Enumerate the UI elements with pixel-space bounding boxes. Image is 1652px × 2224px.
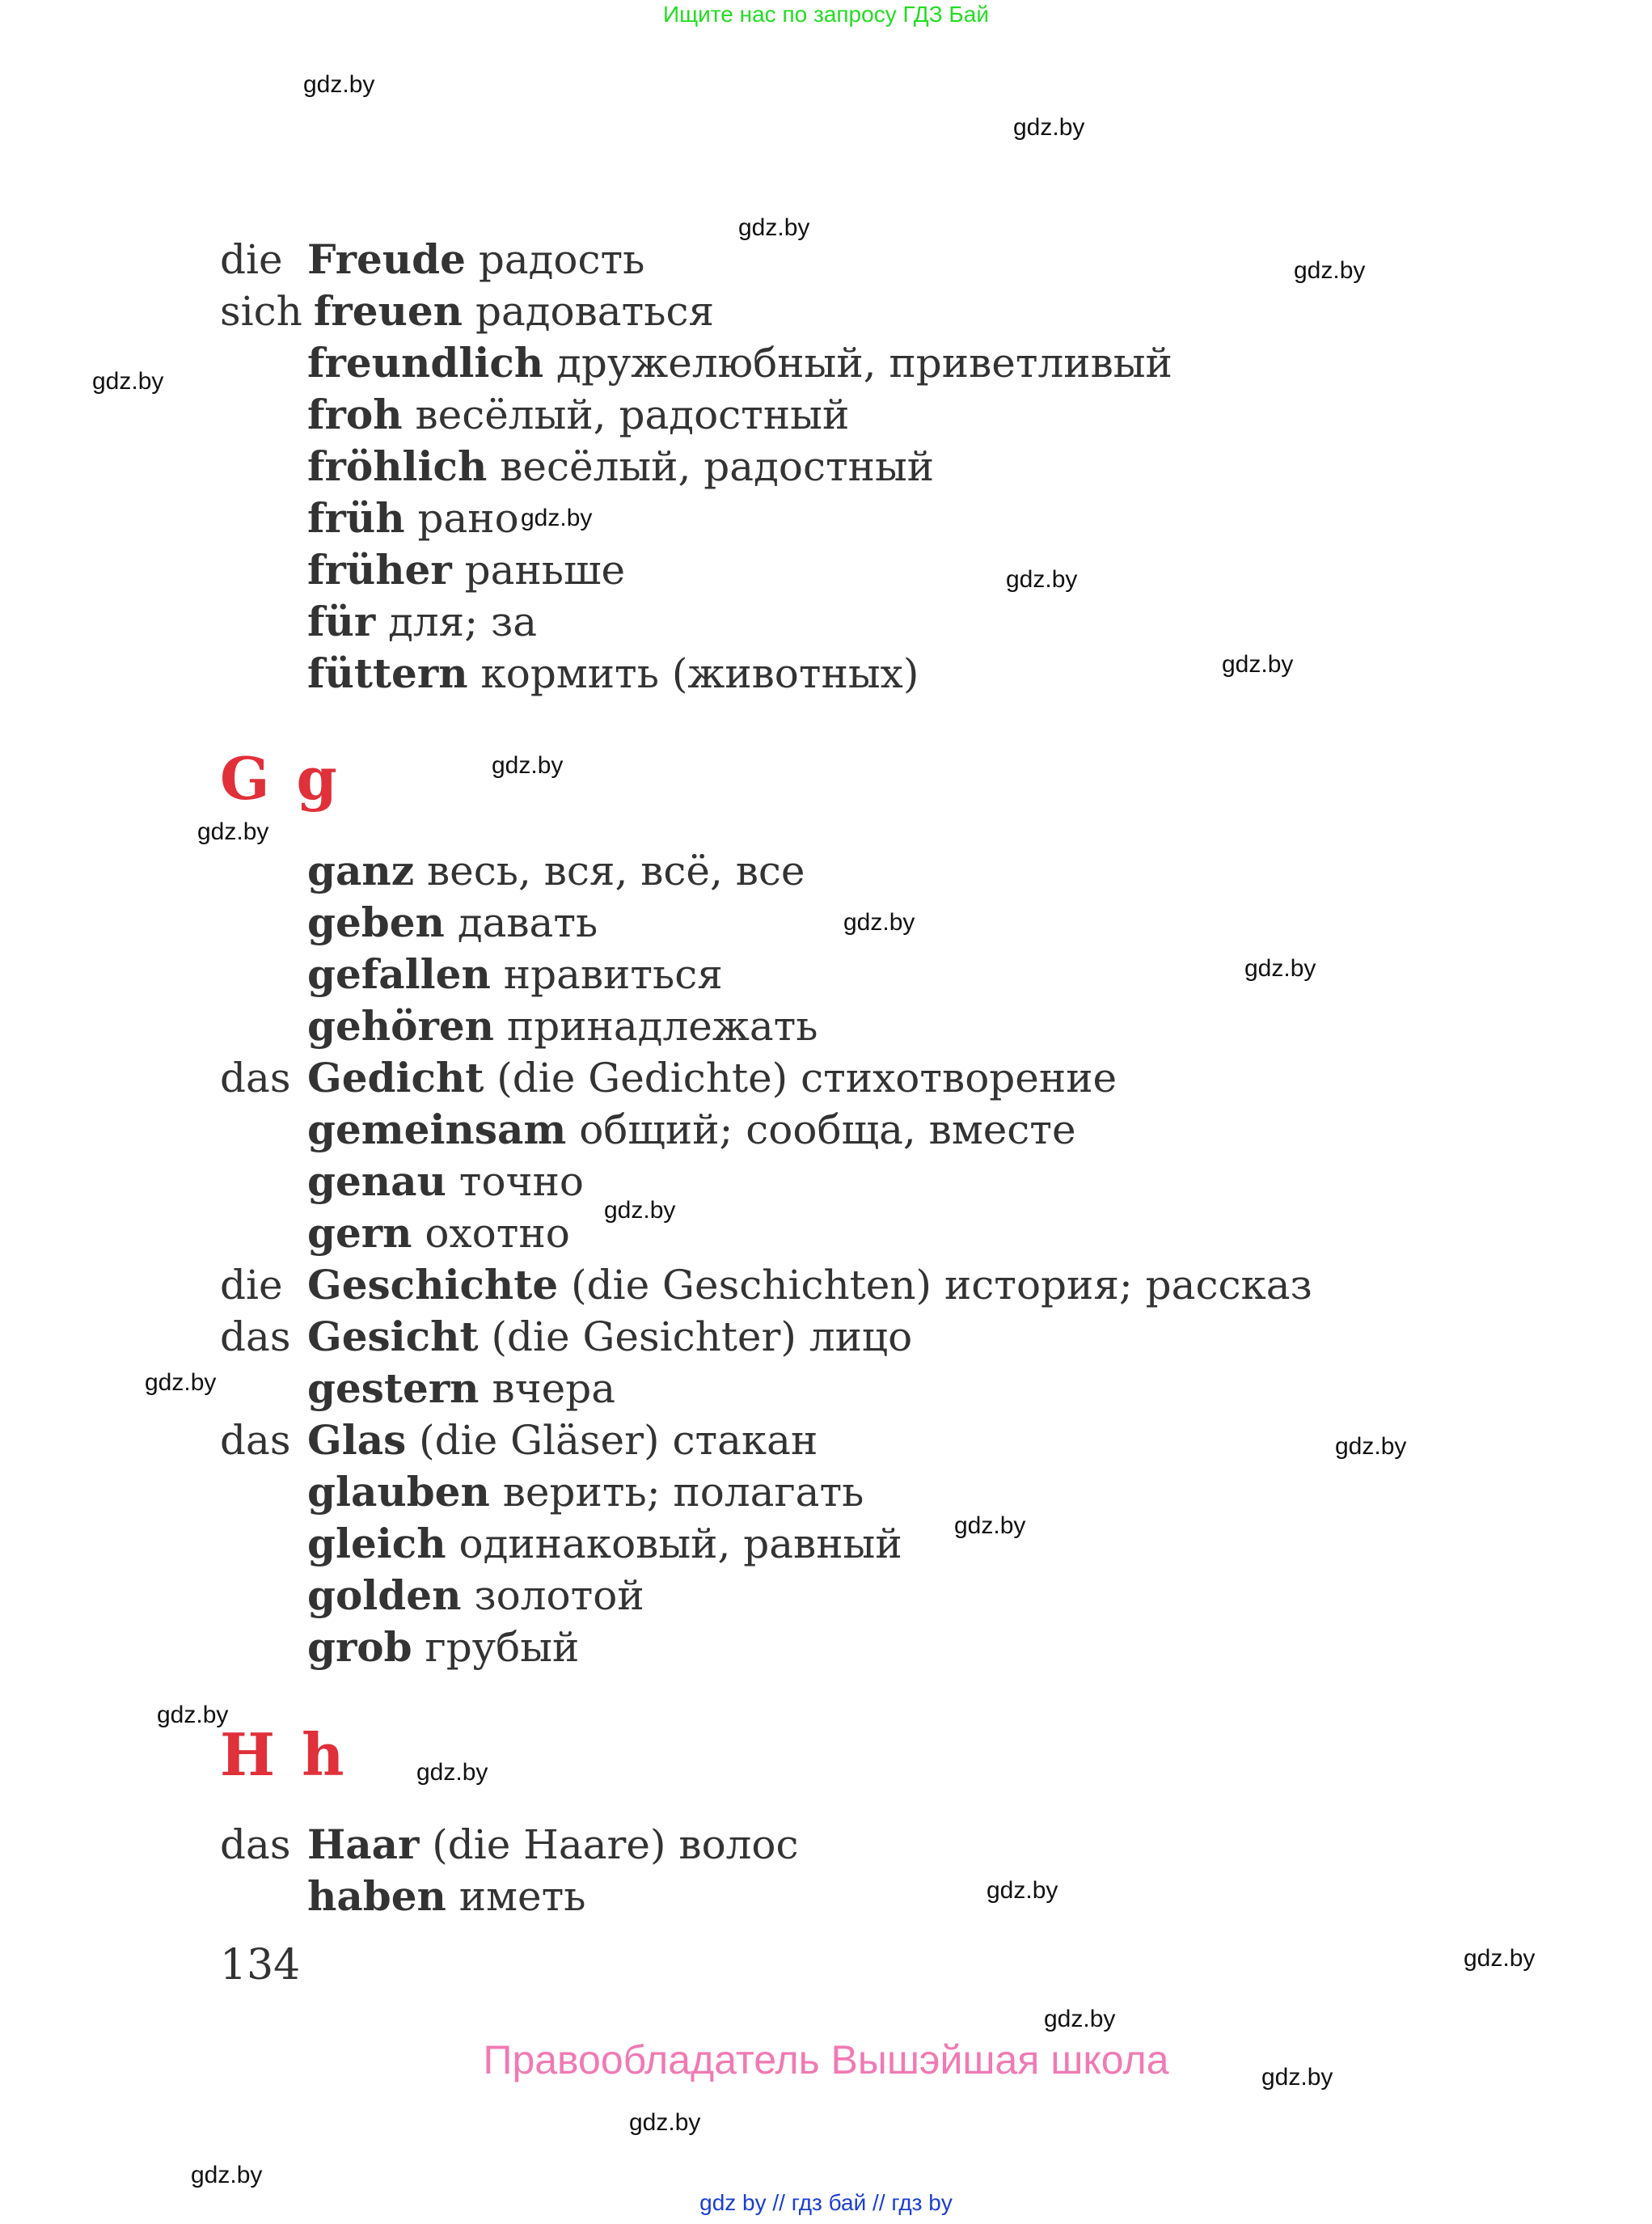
entry-article: die xyxy=(220,1262,283,1309)
entry-plural: (die Gläser) xyxy=(419,1417,660,1464)
dictionary-entry xyxy=(220,648,1530,700)
entry-translation: нравиться xyxy=(503,951,723,998)
dictionary-entry xyxy=(220,1207,1530,1259)
entry-word: genau xyxy=(307,1157,446,1205)
entry-word: grob xyxy=(307,1623,412,1671)
dictionary-entry xyxy=(220,285,1530,337)
entry-article: das xyxy=(220,1313,291,1360)
entry-translation: золотой xyxy=(474,1572,644,1619)
dictionary-entry xyxy=(220,1156,1530,1207)
entry-article: das xyxy=(220,1821,291,1868)
entry-word: gern xyxy=(307,1209,412,1257)
entry-translation: верить; полагать xyxy=(502,1469,864,1516)
dictionary-entry xyxy=(220,1414,1530,1466)
top-banner[interactable]: Ищите нас по запросу ГДЗ Бай xyxy=(662,2,990,27)
watermark: gdz.by xyxy=(92,368,164,395)
entry-word: früher xyxy=(307,546,452,594)
watermark: gdz.by xyxy=(416,1759,488,1786)
watermark: gdz.by xyxy=(629,2109,701,2136)
watermark: gdz.by xyxy=(1244,955,1316,982)
entry-word: gestern xyxy=(307,1364,480,1412)
entry-translation: одинаковый, равный xyxy=(458,1520,902,1567)
entry-plural: (die Gesichter) xyxy=(491,1313,796,1360)
watermark: gdz.by xyxy=(521,505,593,531)
watermark: gdz.by xyxy=(1013,114,1085,141)
entry-word: Geschichte xyxy=(307,1261,559,1309)
entry-translation: общий; сообща, вместе xyxy=(579,1106,1076,1153)
dictionary-entry xyxy=(220,897,1530,949)
watermark: gdz.by xyxy=(157,1702,229,1728)
watermark: gdz.by xyxy=(145,1369,217,1396)
entry-translation: давать xyxy=(457,899,598,946)
watermark: gdz.by xyxy=(1222,651,1294,678)
section-f-entries xyxy=(220,234,1530,700)
dictionary-entry xyxy=(220,949,1530,1000)
letter-heading-g: G g xyxy=(220,744,340,813)
entry-translation: точно xyxy=(458,1158,585,1205)
entry-word: geben xyxy=(307,898,445,946)
dictionary-entry xyxy=(220,1819,1530,1871)
watermark: gdz.by xyxy=(303,71,375,98)
dictionary-entry xyxy=(220,337,1530,389)
entry-plural: (die Geschichten) xyxy=(571,1262,932,1309)
entry-word: gemeinsam xyxy=(307,1106,567,1153)
entry-translation: весёлый, радостный xyxy=(500,443,935,490)
entry-translation: стакан xyxy=(672,1417,818,1464)
entry-word: Gesicht xyxy=(307,1313,479,1360)
entry-plural: (die Gedichte) xyxy=(496,1055,788,1101)
letter-heading-h: H h xyxy=(220,1720,348,1789)
entry-word: froh xyxy=(307,391,403,438)
entry-translation: принадлежать xyxy=(506,1003,818,1050)
dictionary-entry xyxy=(220,544,1530,596)
entry-word: glauben xyxy=(307,1468,490,1516)
dictionary-entry xyxy=(220,1466,1530,1518)
watermark: gdz.by xyxy=(1294,257,1366,284)
watermark: gdz.by xyxy=(1044,2006,1116,2032)
dictionary-entry xyxy=(220,1311,1530,1363)
entry-translation: дружелюбный, приветливый xyxy=(556,340,1172,387)
dictionary-entry xyxy=(220,1621,1530,1673)
entry-word: freuen xyxy=(313,287,463,335)
entry-translation: история; рассказ xyxy=(944,1262,1312,1309)
entry-translation: рано xyxy=(417,495,519,542)
entry-translation: весь, вся, всё, все xyxy=(427,848,805,894)
watermark: gdz.by xyxy=(197,818,269,845)
watermark: gdz.by xyxy=(191,2162,263,2188)
entry-translation: раньше xyxy=(464,547,626,594)
watermark: gdz.by xyxy=(843,909,915,936)
watermark: gdz.by xyxy=(738,214,810,241)
entry-word: haben xyxy=(307,1872,446,1920)
watermark: gdz.by xyxy=(987,1877,1058,1904)
dictionary-entry xyxy=(220,1052,1530,1104)
entry-word: füttern xyxy=(307,649,468,697)
dictionary-entry xyxy=(220,1871,1530,1922)
watermark: gdz.by xyxy=(954,1512,1026,1539)
entry-translation: лицо xyxy=(809,1313,913,1360)
entry-article: sich xyxy=(220,288,302,335)
entry-word: Gedicht xyxy=(307,1054,484,1101)
entry-translation: вчера xyxy=(492,1365,616,1412)
bottom-banner[interactable]: gdz by // гдз бай // гдз by xyxy=(699,2190,953,2215)
rights-holder: Правообладатель Вышэйшая школа xyxy=(483,2037,1169,2082)
dictionary-entry xyxy=(220,1570,1530,1621)
dictionary-entry xyxy=(220,1000,1530,1052)
dictionary-entry xyxy=(220,493,1530,544)
watermark: gdz.by xyxy=(604,1197,676,1224)
dictionary-entry xyxy=(220,1259,1530,1311)
dictionary-entry xyxy=(220,845,1530,897)
entry-article: die xyxy=(220,236,283,283)
entry-translation: радость xyxy=(478,236,645,283)
entry-word: freundlich xyxy=(307,339,544,387)
entry-word: gefallen xyxy=(307,950,491,998)
section-g-entries xyxy=(220,845,1530,1673)
dictionary-entry xyxy=(220,1363,1530,1414)
watermark: gdz.by xyxy=(492,752,564,779)
entry-article: das xyxy=(220,1417,291,1464)
entry-translation: иметь xyxy=(458,1873,586,1920)
entry-word: gleich xyxy=(307,1520,446,1567)
entry-translation: волос xyxy=(678,1821,799,1868)
entry-word: Freude xyxy=(307,235,466,283)
dictionary-entry xyxy=(220,596,1530,648)
entry-translation: радоваться xyxy=(475,288,715,335)
entry-word: ganz xyxy=(307,847,415,894)
watermark: gdz.by xyxy=(1261,2064,1333,2091)
entry-word: Glas xyxy=(307,1416,407,1464)
entry-plural: (die Haare) xyxy=(432,1821,666,1868)
entry-word: Haar xyxy=(307,1820,420,1868)
dictionary-entry xyxy=(220,234,1530,285)
entry-article: das xyxy=(220,1055,291,1101)
dictionary-entry xyxy=(220,1104,1530,1156)
entry-word: früh xyxy=(307,494,405,542)
watermark: gdz.by xyxy=(1464,1945,1536,1972)
entry-translation: охотно xyxy=(425,1210,570,1257)
page-number: 134 xyxy=(220,1941,301,1989)
entry-word: fröhlich xyxy=(307,442,488,490)
entry-translation: стихотворение xyxy=(801,1055,1118,1101)
entry-translation: весёлый, радостный xyxy=(415,391,850,438)
entry-word: golden xyxy=(307,1571,462,1619)
dictionary-entry xyxy=(220,389,1530,441)
entry-word: für xyxy=(307,598,376,645)
entry-word: gehören xyxy=(307,1002,494,1050)
entry-translation: грубый xyxy=(425,1624,580,1671)
watermark: gdz.by xyxy=(1335,1433,1407,1460)
section-h-entries xyxy=(220,1819,1530,1922)
entry-translation: кормить (животных) xyxy=(480,650,919,697)
entry-translation: для; за xyxy=(388,598,538,645)
dictionary-entry xyxy=(220,441,1530,493)
dictionary-entry xyxy=(220,1518,1530,1570)
watermark: gdz.by xyxy=(1006,566,1078,593)
